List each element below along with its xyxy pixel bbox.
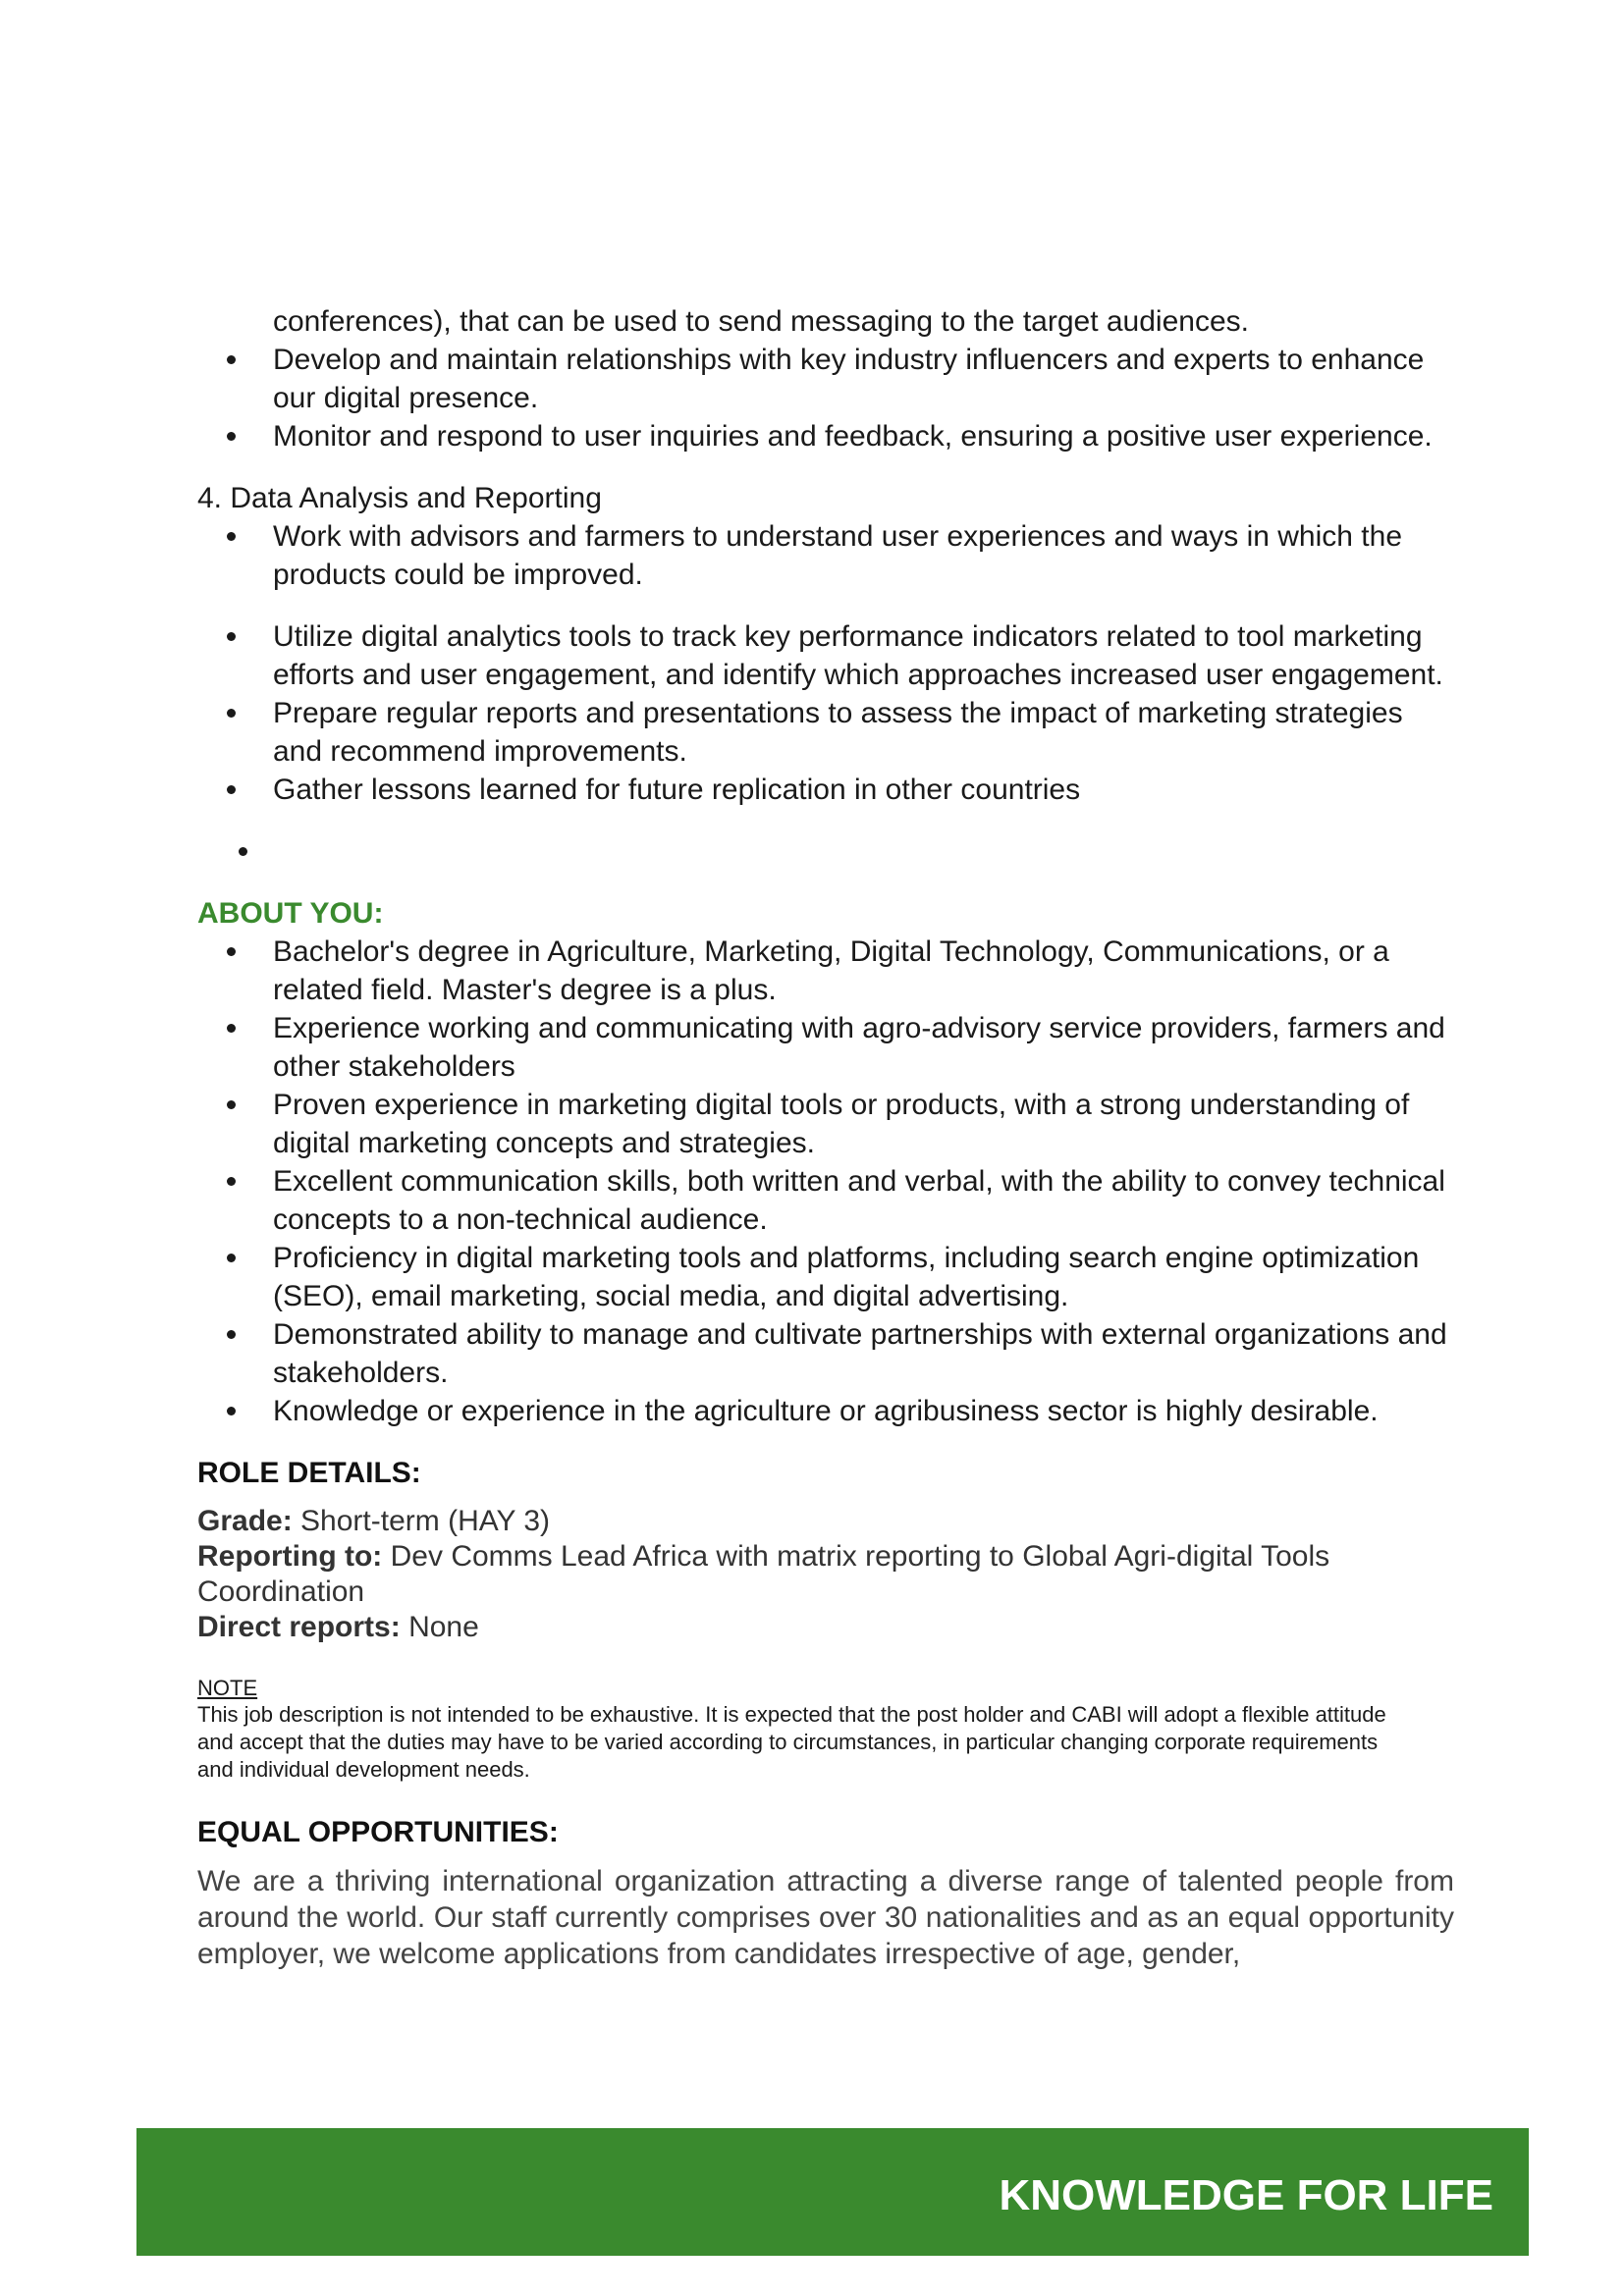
- note-body: This job description is not intended to be exhaustive. It is expected that the post holder and CABI will adopt a flexible attitude and accept that the duties may have to be varied according to circumstances, in particular changing corporate requirements and individual development needs.: [197, 1702, 1386, 1782]
- list-item: Develop and maintain relationships with key industry influencers and experts to enhance our digital presence.: [197, 341, 1454, 417]
- list-item: Proven experience in marketing digital tools or products, with a strong understanding of digital marketing concepts and strategies.: [197, 1086, 1454, 1162]
- engagement-list: [197, 341, 1454, 455]
- grade-value: Short-term (HAY 3): [300, 1505, 550, 1537]
- grade-label: Grade:: [197, 1505, 293, 1537]
- data-analysis-list: [197, 517, 1454, 871]
- direct-reports-label: Direct reports:: [197, 1611, 401, 1643]
- reporting-label: Reporting to:: [197, 1540, 383, 1573]
- direct-reports-row: [197, 1610, 1454, 1645]
- equal-opportunities-text: We are a thriving international organization attracting a diverse range of talented people from around the world. Our staff currently comprises over 30 nationalities and as an equal opportunity employer, we welcome applications from candidates irrespective of age, gender,: [197, 1865, 1454, 1970]
- list-item: Bachelor's degree in Agriculture, Marketing, Digital Technology, Communications, or a related field. Master's degree is a plus.: [197, 933, 1454, 1009]
- list-item: Demonstrated ability to manage and cultivate partnerships with external organizations and stakeholders.: [197, 1315, 1454, 1392]
- list-item: Prepare regular reports and presentations to assess the impact of marketing strategies and recommend improvements.: [197, 694, 1454, 771]
- note-block: [197, 1675, 1454, 1784]
- footer-band: [136, 2128, 1529, 2256]
- reporting-value: Dev Comms Lead Africa with matrix reporting to Global Agri-digital Tools Coordination: [197, 1540, 1330, 1608]
- role-details-heading: ROLE DETAILS:: [197, 1457, 421, 1489]
- note-title: NOTE: [197, 1676, 258, 1700]
- page-content: [197, 302, 1454, 1972]
- list-item: Work with advisors and farmers to understand user experiences and ways in which the products could be improved.: [197, 517, 1454, 594]
- direct-reports-value: None: [408, 1611, 479, 1643]
- grade-row: [197, 1504, 1454, 1539]
- list-item: Excellent communication skills, both written and verbal, with the ability to convey technical concepts to a non-technical audience.: [197, 1162, 1454, 1239]
- list-item: Experience working and communicating with agro-advisory service providers, farmers and other stakeholders: [197, 1009, 1454, 1086]
- list-item: Monitor and respond to user inquiries and feedback, ensuring a positive user experience.: [197, 417, 1454, 455]
- data-analysis-heading: 4. Data Analysis and Reporting: [197, 482, 602, 514]
- list-item: Utilize digital analytics tools to track key performance indicators related to tool marketing efforts and user engagement, and identify which approaches increased user engagement.: [197, 617, 1454, 694]
- reporting-row: [197, 1539, 1454, 1610]
- about-you-list: [197, 933, 1454, 1430]
- equal-opportunities-heading: EQUAL OPPORTUNITIES:: [197, 1816, 559, 1848]
- list-item: Proficiency in digital marketing tools and platforms, including search engine optimization (SEO), email marketing, social media, and digital advertising.: [197, 1239, 1454, 1315]
- list-item: Knowledge or experience in the agriculture or agribusiness sector is highly desirable.: [197, 1392, 1454, 1430]
- continuation-text: conferences), that can be used to send messaging to the target audiences.: [273, 305, 1249, 338]
- footer-tagline: KNOWLEDGE FOR LIFE: [999, 2171, 1493, 2219]
- empty-list-item: [209, 832, 1454, 871]
- role-details-block: [197, 1504, 1454, 1645]
- list-item: Gather lessons learned for future replication in other countries: [197, 771, 1454, 809]
- about-you-heading: ABOUT YOU:: [197, 897, 384, 930]
